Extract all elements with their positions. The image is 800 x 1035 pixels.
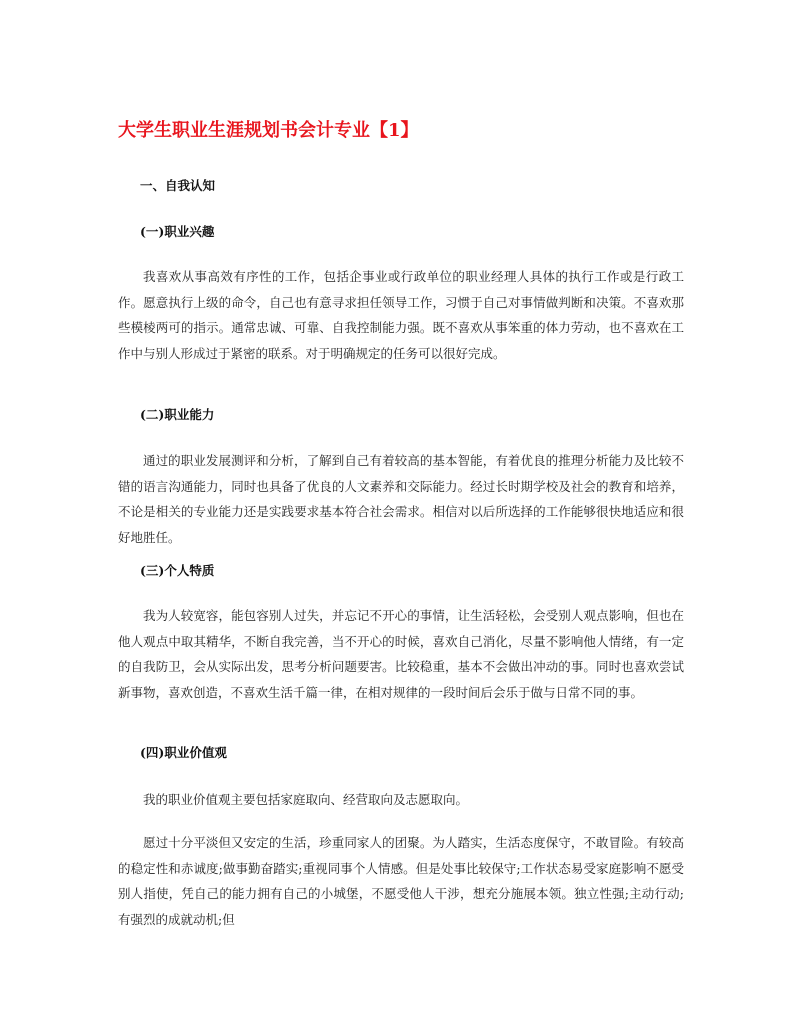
paragraph-values-1: 我的职业价值观主要包括家庭取向、经营取向及志愿取向。 <box>143 792 469 807</box>
paragraph-traits: 我为人较宽容，能包容别人过失，并忘记不开心的事情，让生活轻松，会受别人观点影响，但也在他人观点中取其精华，不断自我完善，当不开心的时候，喜欢自己消化，尽量不影响他人情绪，有一定的自我防卫，会从实际出发，思考分析问题要害。比较稳重，基本不会做出冲动的事。同时也喜欢尝试新事物，喜欢创造，不喜欢生活千篇一律，在相对规律的一段时间后会乐于做与日常不同的事。 <box>118 608 684 700</box>
section-heading-self-awareness: 一、自我认知 <box>140 178 216 193</box>
section-heading-interest: (一)职业兴趣 <box>140 224 215 239</box>
paragraph-values-2: 愿过十分平淡但又安定的生活，珍重同家人的团聚。为人踏实，生活态度保守，不敢冒险。有较高的稳定性和赤诚度;做事勤奋踏实;重视同事个人情感。但是处事比较保守;工作状态易受家庭影响不愿受别人指使，凭自己的能力拥有自己的小城堡，不愿受他人干涉，想充分施展本领。独立性强;主动行动;有强烈的成就动机;但 <box>118 835 684 927</box>
document-title: 大学生职业生涯规划书会计专业【1】 <box>118 120 419 141</box>
section-heading-values: (四)职业价值观 <box>140 745 227 760</box>
section-heading-traits: (三)个人特质 <box>140 563 215 578</box>
section-heading-ability: (二)职业能力 <box>140 407 215 422</box>
paragraph-interest: 我喜欢从事高效有序性的工作，包括企事业或行政单位的职业经理人具体的执行工作或是行政工作。愿意执行上级的命令，自己也有意寻求担任领导工作，习惯于自己对事情做判断和决策。不喜欢那些模棱两可的指示。通常忠诚、可靠、自我控制能力强。既不喜欢从事笨重的体力劳动，也不喜欢在工作中与别人形成过于紧密的联系。对于明确规定的任务可以很好完成。 <box>118 269 684 361</box>
paragraph-ability: 通过的职业发展测评和分析，了解到自己有着较高的基本智能，有着优良的推理分析能力及比较不错的语言沟通能力，同时也具备了优良的人文素养和交际能力。经过长时期学校及社会的教育和培养，不论是相关的专业能力还是实践要求基本符合社会需求。相信对以后所选择的工作能够很快地适应和很好地胜任。 <box>118 453 684 545</box>
